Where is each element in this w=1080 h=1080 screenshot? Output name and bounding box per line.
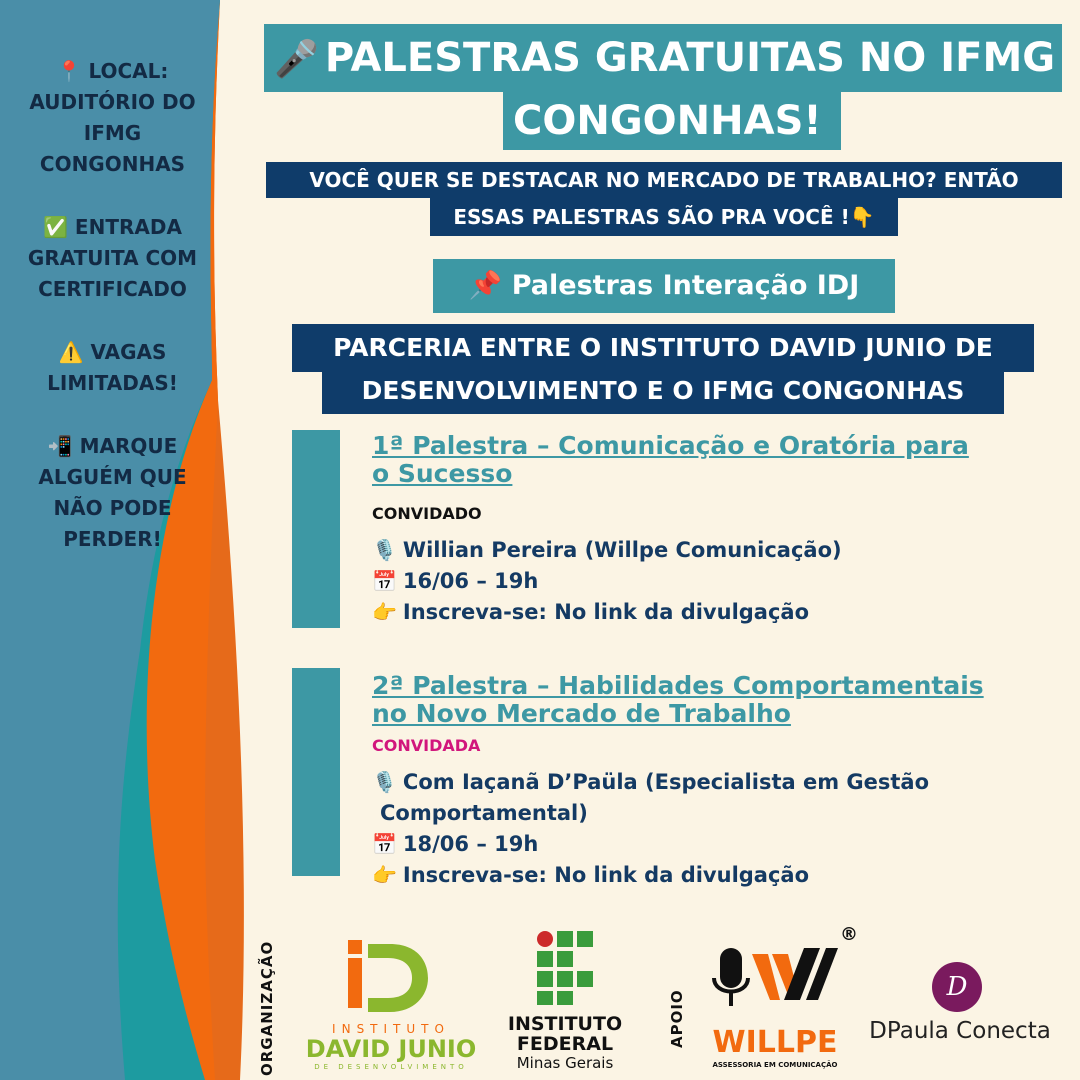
talk1-section bbox=[372, 432, 1032, 628]
subtitle-line1 bbox=[266, 162, 1062, 198]
talk1-signup bbox=[372, 597, 1032, 628]
talk2-signup-text: Inscreva-se: No link da divulgação bbox=[402, 863, 810, 887]
parceria-line2 bbox=[322, 368, 1004, 414]
title-line1: PALESTRAS GRATUITAS NO IFMG bbox=[324, 35, 1056, 81]
parceria-text1: PARCERIA ENTRE O INSTITUTO DAVID JUNIO DE bbox=[333, 333, 993, 362]
talk1-title-line2[interactable]: o Sucesso bbox=[372, 459, 513, 488]
talk1-speaker-text: Willian Pereira (Willpe Comunicação) bbox=[402, 538, 842, 562]
vagas-block bbox=[0, 337, 225, 399]
local-line1 bbox=[0, 56, 225, 87]
dpaula-mark: D bbox=[946, 972, 968, 1002]
local-line4: CONGONHAS bbox=[39, 152, 186, 176]
local-label: LOCAL: bbox=[88, 59, 169, 83]
talk2-speaker bbox=[372, 767, 1032, 798]
sidebar-info bbox=[0, 56, 225, 587]
willpe-name: WILLPE bbox=[712, 1025, 838, 1060]
idj-logo-icon bbox=[340, 936, 436, 1018]
chip-text: Palestras Interação IDJ bbox=[511, 270, 860, 301]
talk2-signup bbox=[372, 860, 1032, 891]
registered-mark: ® bbox=[840, 924, 858, 945]
talk1-title-line1[interactable]: 1ª Palestra – Comunicação e Oratória para bbox=[372, 431, 969, 460]
willpe-logo-text bbox=[700, 1026, 850, 1070]
organizacao-label: ORGANIZAÇÃO bbox=[258, 940, 276, 1076]
warning-icon: ⚠️ bbox=[58, 340, 84, 364]
studio-mic-icon: 🎙️ bbox=[372, 538, 397, 562]
talk2-title-line2[interactable]: no Novo Mercado de Trabalho bbox=[372, 699, 791, 728]
entrada-line3: CERTIFICADO bbox=[38, 277, 187, 301]
talk1-date bbox=[372, 566, 1032, 597]
subtitle-line2 bbox=[430, 198, 898, 236]
talk1-date-text: 16/06 – 19h bbox=[402, 569, 539, 593]
calendar-icon: 📅 bbox=[372, 569, 397, 593]
talk2-date-text: 18/06 – 19h bbox=[402, 832, 539, 856]
studio-mic-icon: 🎙️ bbox=[372, 770, 397, 794]
check-icon: ✅ bbox=[43, 215, 68, 239]
talk2-title-line1[interactable]: 2ª Palestra – Habilidades Comportamentais bbox=[372, 671, 984, 700]
talk2-role: CONVIDADA bbox=[372, 736, 481, 755]
local-block bbox=[0, 56, 225, 180]
title-line2: CONGONHAS! bbox=[513, 98, 822, 144]
local-line3: IFMG bbox=[83, 121, 142, 145]
point-down-icon: 👇 bbox=[849, 205, 875, 229]
idj-line1: INSTITUTO bbox=[332, 1022, 450, 1036]
marque-line1 bbox=[0, 431, 225, 462]
entrada-line2: GRATUITA COM bbox=[27, 246, 198, 270]
entrada-block bbox=[0, 212, 225, 305]
marque-line4: PERDER! bbox=[63, 527, 162, 551]
entrada-label: ENTRADA bbox=[74, 215, 182, 239]
vagas-label: VAGAS bbox=[90, 340, 167, 364]
if-line1: INSTITUTO bbox=[507, 1013, 623, 1035]
talk2-date bbox=[372, 829, 1032, 860]
microphone-icon: 🎤 bbox=[274, 39, 319, 80]
instituto-federal-text bbox=[500, 1014, 630, 1073]
vagas-line2: LIMITADAS! bbox=[47, 371, 178, 395]
title-line2-box bbox=[503, 92, 841, 150]
idj-logo-text bbox=[282, 1022, 500, 1072]
calendar-icon: 📅 bbox=[372, 832, 397, 856]
marque-line3: NÃO PODE bbox=[53, 496, 172, 520]
talk1-speaker bbox=[372, 535, 1032, 566]
parceria-line1 bbox=[292, 324, 1034, 372]
talk2-speaker-text: Com Iaçanã D’Paüla (Especialista em Gestão bbox=[402, 770, 930, 794]
willpe-tagline: ASSESSORIA EM COMUNICAÇÃO bbox=[712, 1061, 838, 1069]
palestras-chip bbox=[433, 259, 895, 313]
idj-line3: DE DESENVOLVIMENTO bbox=[314, 1063, 468, 1071]
willpe-logo-icon bbox=[708, 944, 838, 1026]
dpaula-name: DPaula Conecta bbox=[869, 1018, 1051, 1044]
talk1-accent-bar bbox=[292, 430, 340, 628]
marque-block bbox=[0, 431, 225, 555]
pointing-hand-icon: 👉 bbox=[372, 600, 397, 624]
talk1-signup-text: Inscreva-se: No link da divulgação bbox=[402, 600, 810, 624]
if-line3: Minas Gerais bbox=[516, 1054, 614, 1072]
phone-icon: 📲 bbox=[47, 434, 73, 458]
title-line1-box bbox=[264, 24, 1062, 92]
subtitle-text2: ESSAS PALESTRAS SÃO PRA VOCÊ ! bbox=[453, 205, 850, 229]
pin-icon: 📍 bbox=[56, 59, 82, 83]
marque-label: MARQUE bbox=[79, 434, 178, 458]
dpaula-logo-icon bbox=[932, 962, 982, 1012]
idj-line2: DAVID JUNIO bbox=[305, 1035, 477, 1063]
subtitle-text1: VOCÊ QUER SE DESTACAR NO MERCADO DE TRABALHO? ENTÃO bbox=[309, 168, 1019, 192]
marque-line2: ALGUÉM QUE bbox=[38, 465, 187, 489]
instituto-federal-logo-icon bbox=[536, 930, 596, 1006]
talk1-role: CONVIDADO bbox=[372, 504, 482, 523]
talk2-section bbox=[372, 672, 1032, 891]
vagas-line1 bbox=[0, 337, 225, 368]
local-line2: AUDITÓRIO DO bbox=[29, 90, 196, 114]
pushpin-icon: 📌 bbox=[468, 270, 503, 301]
if-line2: FEDERAL bbox=[516, 1033, 614, 1055]
entrada-line1 bbox=[0, 212, 225, 243]
talk2-speaker-line2: Comportamental) bbox=[380, 801, 588, 825]
parceria-text2: DESENVOLVIMENTO E O IFMG CONGONHAS bbox=[361, 376, 965, 405]
apoio-label: APOIO bbox=[668, 989, 686, 1048]
pointing-hand-icon: 👉 bbox=[372, 863, 397, 887]
talk2-accent-bar bbox=[292, 668, 340, 876]
